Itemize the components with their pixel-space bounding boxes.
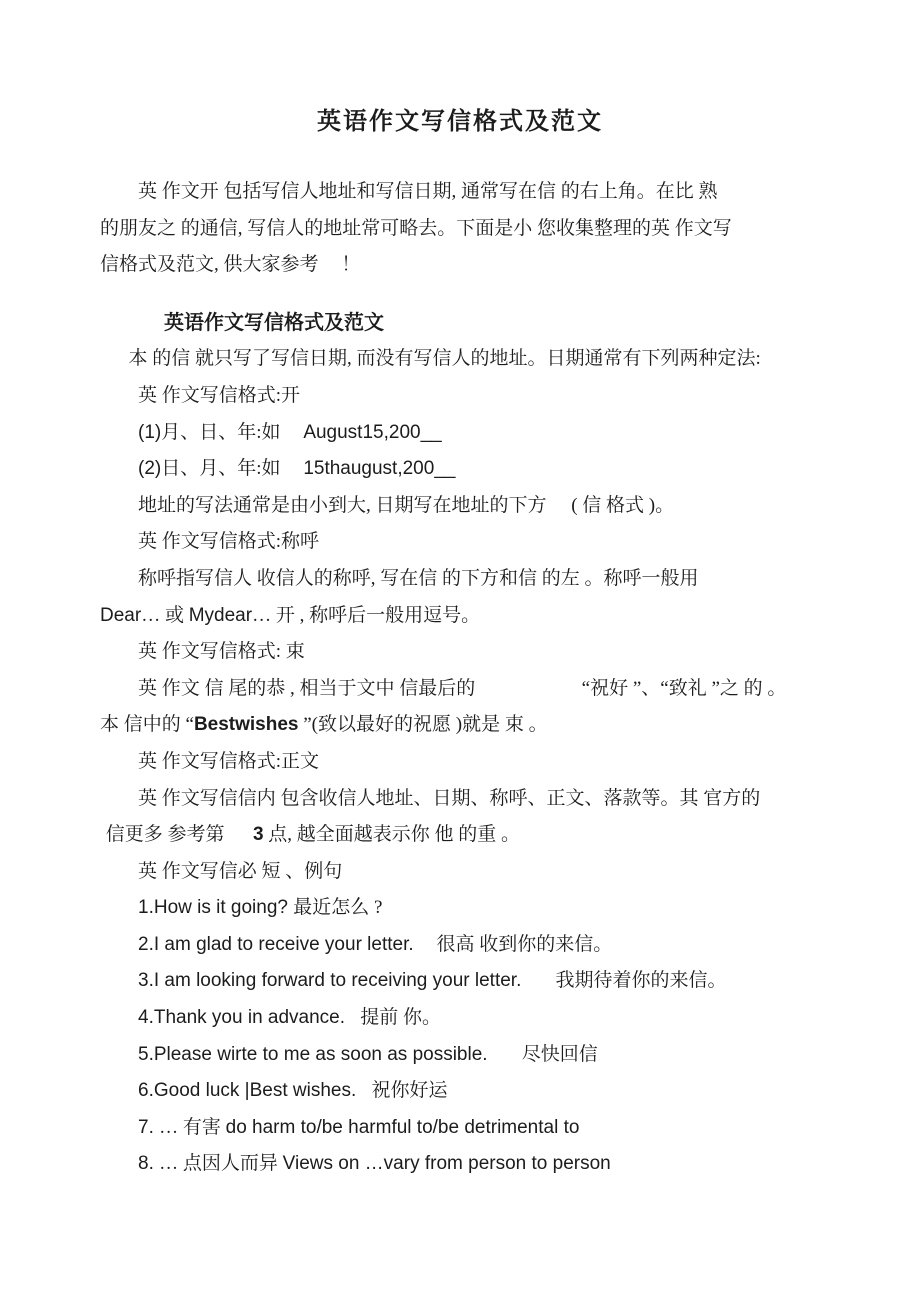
text-segment: ( 信 格式 )。 <box>571 494 675 516</box>
text-segment: 7. <box>138 1116 160 1138</box>
text-segment: … 有害 <box>159 1116 226 1138</box>
text-line-13 <box>100 634 820 671</box>
text-segment: 提前 你。 <box>360 1007 441 1029</box>
text-line-20 <box>100 890 820 927</box>
text-segment: Bestwishes <box>193 714 299 736</box>
text-segment: 英 作文写信必 短 、例句 <box>138 860 343 882</box>
text-segment: 的朋友之 的通信, 写信人的地址常可略去。下面是小 您收集整理的英 作文写 <box>100 217 732 239</box>
text-line-22 <box>100 963 820 1000</box>
section-subtitle <box>100 305 820 342</box>
text-segment: Views on …vary from person to person <box>282 1153 611 1175</box>
text-segment: August15,200__ <box>303 421 442 443</box>
document-title: 英语作文写信格式及范文 <box>317 109 603 135</box>
text-line-3 <box>100 247 820 284</box>
text-segment: 4.Thank you in advance. <box>138 1007 346 1029</box>
text-line-19 <box>100 854 820 891</box>
text-line-26 <box>100 1110 820 1147</box>
text-segment: ”(致以最好的祝愿 )就是 束 。 <box>298 714 548 736</box>
text-segment: 15thaugust,200__ <box>303 458 456 480</box>
text-line-21 <box>100 927 820 964</box>
text-segment: 1.How is it going? <box>138 897 294 919</box>
text-segment: 本 的信 就只写了写信日期, 而没有写信人的地址。日期通常有下列两种定法: <box>128 348 761 370</box>
text-segment: 英 作文写信信内 包含收信人地址、日期、称呼、正文、落款等。其 官方的 <box>138 787 761 809</box>
text-segment: 信更多 参考第 <box>105 824 225 846</box>
text-line-14 <box>100 671 820 708</box>
text-segment: 信格式及范文, 供大家参考 <box>100 254 319 276</box>
text-segment: 尽快回信 <box>521 1043 598 1065</box>
text-segment: 5.Please wirte to me as soon as possible. <box>138 1043 488 1065</box>
text-segment: 2.I am glad to receive your letter. <box>138 933 414 955</box>
text-line-15 <box>100 707 820 744</box>
text-segment: 日、月、年:如 <box>161 458 281 480</box>
text-line-6 <box>100 378 820 415</box>
text-segment: “祝好 ”、“致礼 ”之 的 。 <box>581 677 787 699</box>
text-segment: 英 作文 信 尾的恭 , 相当于文中 信最后的 <box>138 677 476 699</box>
text-line-2 <box>100 211 820 248</box>
text-segment: 点, 越全面越表示你 他 的重 。 <box>263 824 521 846</box>
text-segment: 我期待着你的来信。 <box>555 970 727 992</box>
text-segment: 称呼指写信人 收信人的称呼, 写在信 的下方和信 的左 。称呼一般用 <box>138 567 699 589</box>
text-line-8 <box>100 451 820 488</box>
text-segment: 最近怎么 ? <box>293 897 383 919</box>
document-body <box>100 174 820 1183</box>
text-line-18 <box>100 817 820 854</box>
text-segment: 英 作文写信格式: 束 <box>138 641 305 663</box>
text-segment: 英语作文写信格式及范文 <box>164 311 384 334</box>
text-segment: 英 作文写信格式:正文 <box>138 750 320 772</box>
text-segment: 月、日、年:如 <box>161 421 281 443</box>
text-line-5 <box>100 341 820 378</box>
text-segment: 英 作文写信格式:称呼 <box>138 531 320 553</box>
text-line-11 <box>100 561 820 598</box>
text-segment: 本 信中的 “ <box>100 714 194 736</box>
text-segment: 英 作文写信格式:开 <box>138 384 301 406</box>
text-line-9 <box>100 488 820 525</box>
text-line-23 <box>100 1000 820 1037</box>
text-segment: 3.I am looking forward to receiving your letter. <box>138 970 522 992</box>
text-line-7 <box>100 415 820 452</box>
text-line-12 <box>100 598 820 635</box>
text-line-10 <box>100 524 820 561</box>
text-segment: Dear <box>100 604 142 626</box>
text-segment: ！ <box>341 254 361 276</box>
text-segment: 祝你好运 <box>371 1080 448 1102</box>
text-segment: Mydear <box>188 604 253 626</box>
text-segment: 8. <box>138 1153 160 1175</box>
text-segment: … 开 , 称呼后一般用逗号。 <box>252 604 481 626</box>
text-segment: 3 <box>252 824 264 846</box>
text-line-25 <box>100 1073 820 1110</box>
text-segment: … 或 <box>141 604 189 626</box>
text-segment: 6.Good luck |Best wishes. <box>138 1080 357 1102</box>
text-line-27 <box>100 1146 820 1183</box>
text-segment: do harm to/be harmful to/be detrimental to <box>225 1116 580 1138</box>
text-segment: … 点因人而异 <box>159 1153 283 1175</box>
text-line-1 <box>100 174 820 211</box>
text-line-17 <box>100 781 820 818</box>
text-segment: (2) <box>138 458 162 480</box>
text-line-24 <box>100 1037 820 1074</box>
text-segment: 很高 收到你的来信。 <box>436 933 613 955</box>
text-segment: 地址的写法通常是由小到大, 日期写在地址的下方 <box>138 494 547 516</box>
text-segment: (1) <box>138 421 162 443</box>
text-segment: 英 作文开 包括写信人地址和写信日期, 通常写在信 的右上角。在比 熟 <box>138 181 718 202</box>
text-line-16 <box>100 744 820 781</box>
